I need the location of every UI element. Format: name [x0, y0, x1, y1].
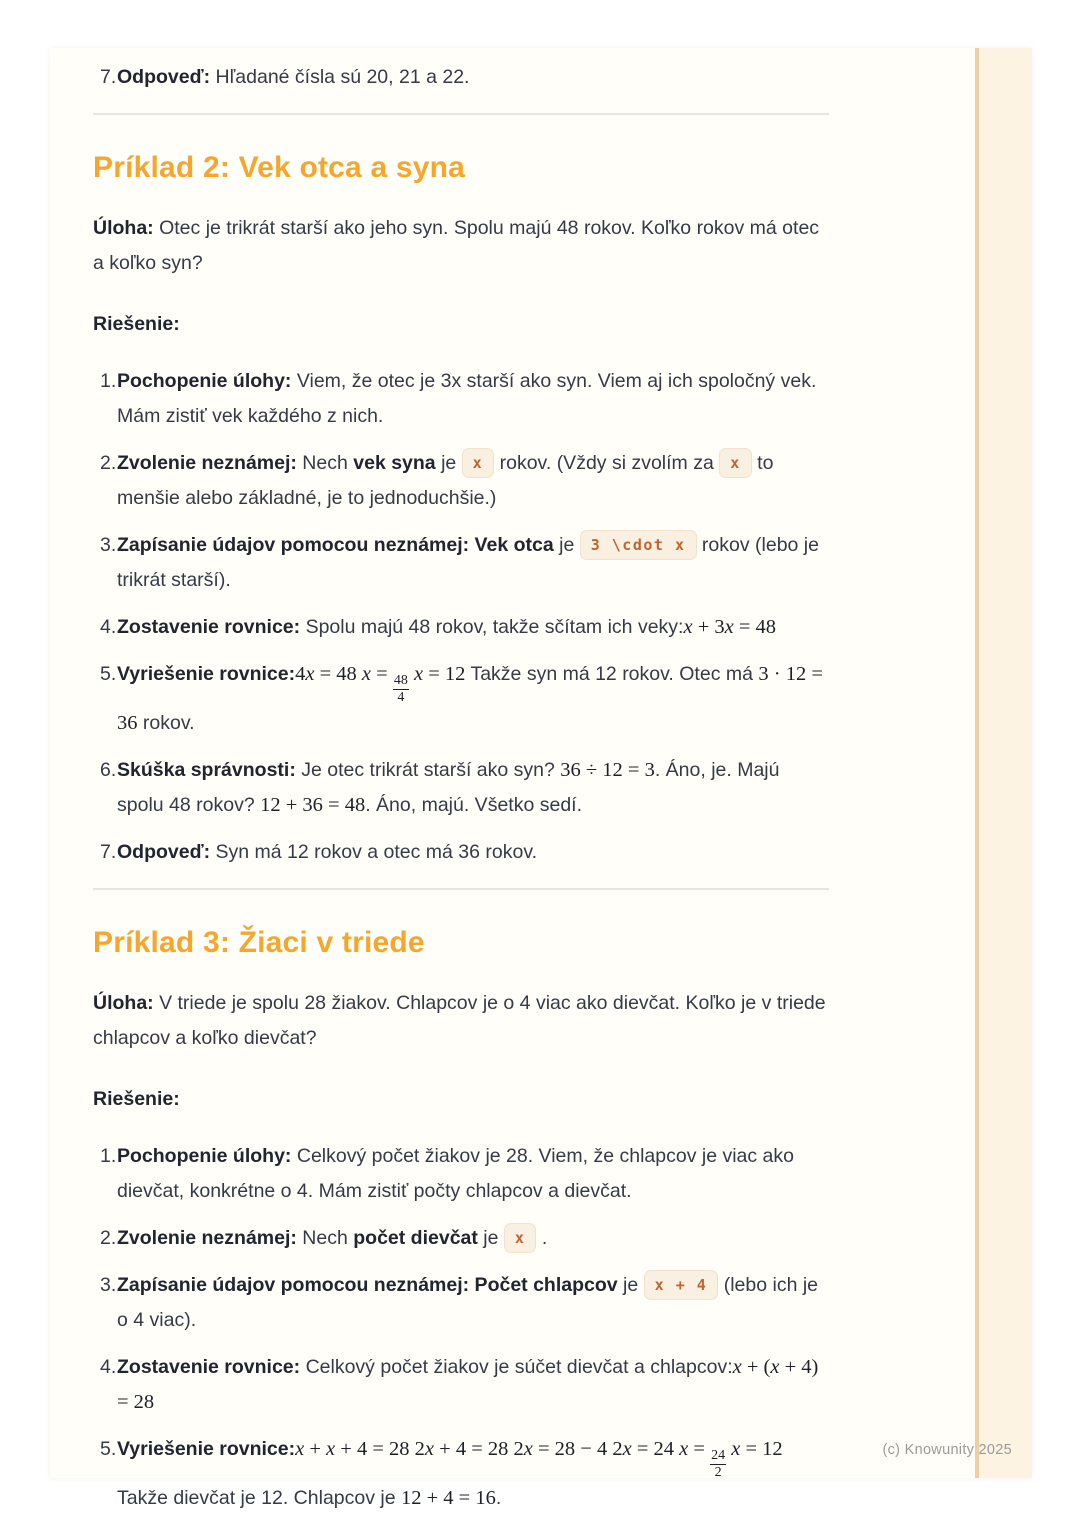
item-text: Viem, že otec je 3x starší ako syn. Viem aj ich spoločný vek. Mám zistiť vek každého z nich.	[117, 370, 817, 427]
solution-list-priklad-2	[93, 364, 829, 870]
item-lead: Odpoveď:	[117, 841, 211, 864]
inline-code: x	[462, 448, 495, 478]
task-text: V triede je spolu 28 žiakov. Chlapcov je o 4 viac ako dievčat. Koľko je v triede chlapcov a koľko dievčat?	[93, 992, 826, 1050]
item-number: 7.	[100, 66, 117, 88]
task-label: Úloha:	[93, 992, 154, 1015]
item-text: (lebo ich je o 4 viac).	[117, 1274, 819, 1332]
item-bold-text: vek syna	[353, 452, 436, 474]
math-expression: x + 3x = 48	[683, 616, 777, 638]
item-text: Hľadané čísla sú 20, 21 a 22.	[210, 66, 470, 88]
math-expression: 36 ÷ 12 = 3	[560, 759, 655, 782]
section-heading-priklad-3: Príklad 3: Žiaci v triede	[93, 926, 425, 960]
list-item	[100, 835, 829, 870]
item-text: . Áno, je. Majú spolu 48 rokov?	[117, 759, 780, 817]
item-lead: Vyriešenie rovnice:	[117, 663, 296, 685]
section-divider	[93, 888, 829, 890]
item-text: rokov. (Vždy si zvolím za	[494, 452, 720, 474]
math-expression: 12 + 36 = 48	[260, 794, 366, 817]
item-lead: Skúška správnosti:	[117, 759, 296, 782]
item-lead: Zostavenie rovnice:	[117, 1356, 301, 1379]
solution-label-text: Riešenie:	[93, 1088, 180, 1111]
item-text: .	[495, 1487, 502, 1510]
solution-list-priklad-3	[93, 1139, 829, 1516]
list-item	[100, 1139, 829, 1209]
list-item	[100, 610, 829, 645]
task-label: Úloha:	[93, 217, 154, 239]
item-text: Takže dievčat je 12. Chlapcov je	[117, 1487, 401, 1510]
list-item	[100, 1350, 829, 1420]
item-number: 1.	[100, 1145, 117, 1168]
solution-label-text: Riešenie:	[93, 313, 180, 335]
inline-code: x + 4	[644, 1270, 719, 1300]
item-text: rokov (lebo je trikrát starší).	[117, 534, 819, 591]
item-text: Celkový počet žiakov je súčet dievčat a chlapcov:	[300, 1356, 733, 1379]
list-item	[100, 364, 829, 434]
item-number: 3.	[100, 1274, 117, 1297]
item-text: je	[477, 1227, 504, 1250]
section-divider	[93, 113, 829, 115]
item-text: Je otec trikrát starší ako syn?	[295, 759, 561, 782]
item-lead: Zostavenie rovnice:	[117, 616, 301, 638]
list-item	[100, 1432, 829, 1516]
math-expression: x + (x + 4) = 28	[117, 1356, 819, 1414]
item-number: 4.	[100, 1356, 117, 1379]
item-lead: Pochopenie úlohy:	[117, 370, 292, 392]
list-item	[100, 1268, 829, 1338]
item-number: 1.	[100, 370, 117, 392]
carryover-list	[93, 60, 829, 95]
list-item	[100, 1221, 829, 1256]
solution-label	[93, 307, 829, 342]
item-bold-text: počet dievčat	[353, 1227, 478, 1250]
list-item	[100, 657, 829, 741]
item-text: je	[617, 1274, 644, 1297]
solution-label	[93, 1082, 829, 1117]
task-paragraph	[93, 986, 829, 1056]
task-paragraph	[93, 211, 829, 281]
item-text: .	[536, 1227, 548, 1250]
list-item	[100, 60, 829, 95]
item-number: 7.	[100, 841, 117, 864]
item-lead: Pochopenie úlohy:	[117, 1145, 292, 1168]
item-text: Nech	[296, 452, 354, 474]
document-page	[50, 48, 1032, 1510]
item-text: to menšie alebo základné, je to jednoduchšie.)	[117, 452, 774, 509]
inline-code: x	[719, 448, 752, 478]
item-number: 6.	[100, 759, 117, 782]
item-text: je	[435, 452, 462, 474]
item-lead: Odpoveď:	[117, 66, 211, 88]
side-ribbon	[975, 48, 1032, 1478]
item-text: Spolu majú 48 rokov, takže sčítam ich veky:	[300, 616, 684, 638]
section-heading-priklad-2: Príklad 2: Vek otca a syna	[93, 151, 466, 184]
item-number: 2.	[100, 1227, 117, 1250]
math-expression: 4x = 48 x = $\frac{48}{4}$ x = 12	[295, 663, 466, 706]
item-number: 3.	[100, 534, 117, 556]
item-text: rokov.	[137, 712, 195, 735]
list-item	[100, 528, 829, 598]
math-expression: 3 · 12 = 36	[117, 663, 823, 735]
inline-code: 3 \cdot x	[580, 530, 697, 560]
math-expression: 12 + 4 = 16	[401, 1487, 496, 1510]
item-lead: Zvolenie neznámej:	[117, 1227, 297, 1250]
inline-code: x	[504, 1223, 537, 1253]
item-text: Nech	[296, 1227, 354, 1250]
list-item	[100, 446, 829, 516]
item-text: je	[553, 534, 580, 556]
item-text: . Áno, majú. Všetko sedí.	[365, 794, 582, 817]
item-text: Takže syn má 12 rokov. Otec má	[465, 663, 759, 685]
item-number: 2.	[100, 452, 117, 474]
item-lead: Zapísanie údajov pomocou neznámej: Počet chlapcov	[117, 1274, 618, 1297]
document-content	[93, 60, 829, 1516]
item-number: 5.	[100, 663, 117, 685]
math-expression: x + x + 4 = 28 2x + 4 = 28 2x = 28 − 4 2x = 24 x = $\frac{24}{2}$ x = 12	[295, 1438, 783, 1481]
item-number: 5.	[100, 1438, 117, 1461]
item-text: Syn má 12 rokov a otec má 36 rokov.	[210, 841, 538, 864]
item-text: Celkový počet žiakov je 28. Viem, že chlapcov je viac ako dievčat, konkrétne o 4. Mám zistiť počty chlapcov a dievčat.	[117, 1145, 794, 1203]
item-lead: Zvolenie neznámej:	[117, 452, 297, 474]
list-item	[100, 753, 829, 823]
item-lead: Vyriešenie rovnice:	[117, 1438, 296, 1461]
task-text: Otec je trikrát starší ako jeho syn. Spolu majú 48 rokov. Koľko rokov má otec a koľko syn?	[93, 217, 820, 274]
footer-copyright: (c) Knowunity 2025	[882, 1442, 1012, 1458]
item-lead: Zapísanie údajov pomocou neznámej: Vek otca	[117, 534, 554, 556]
item-number: 4.	[100, 616, 117, 638]
